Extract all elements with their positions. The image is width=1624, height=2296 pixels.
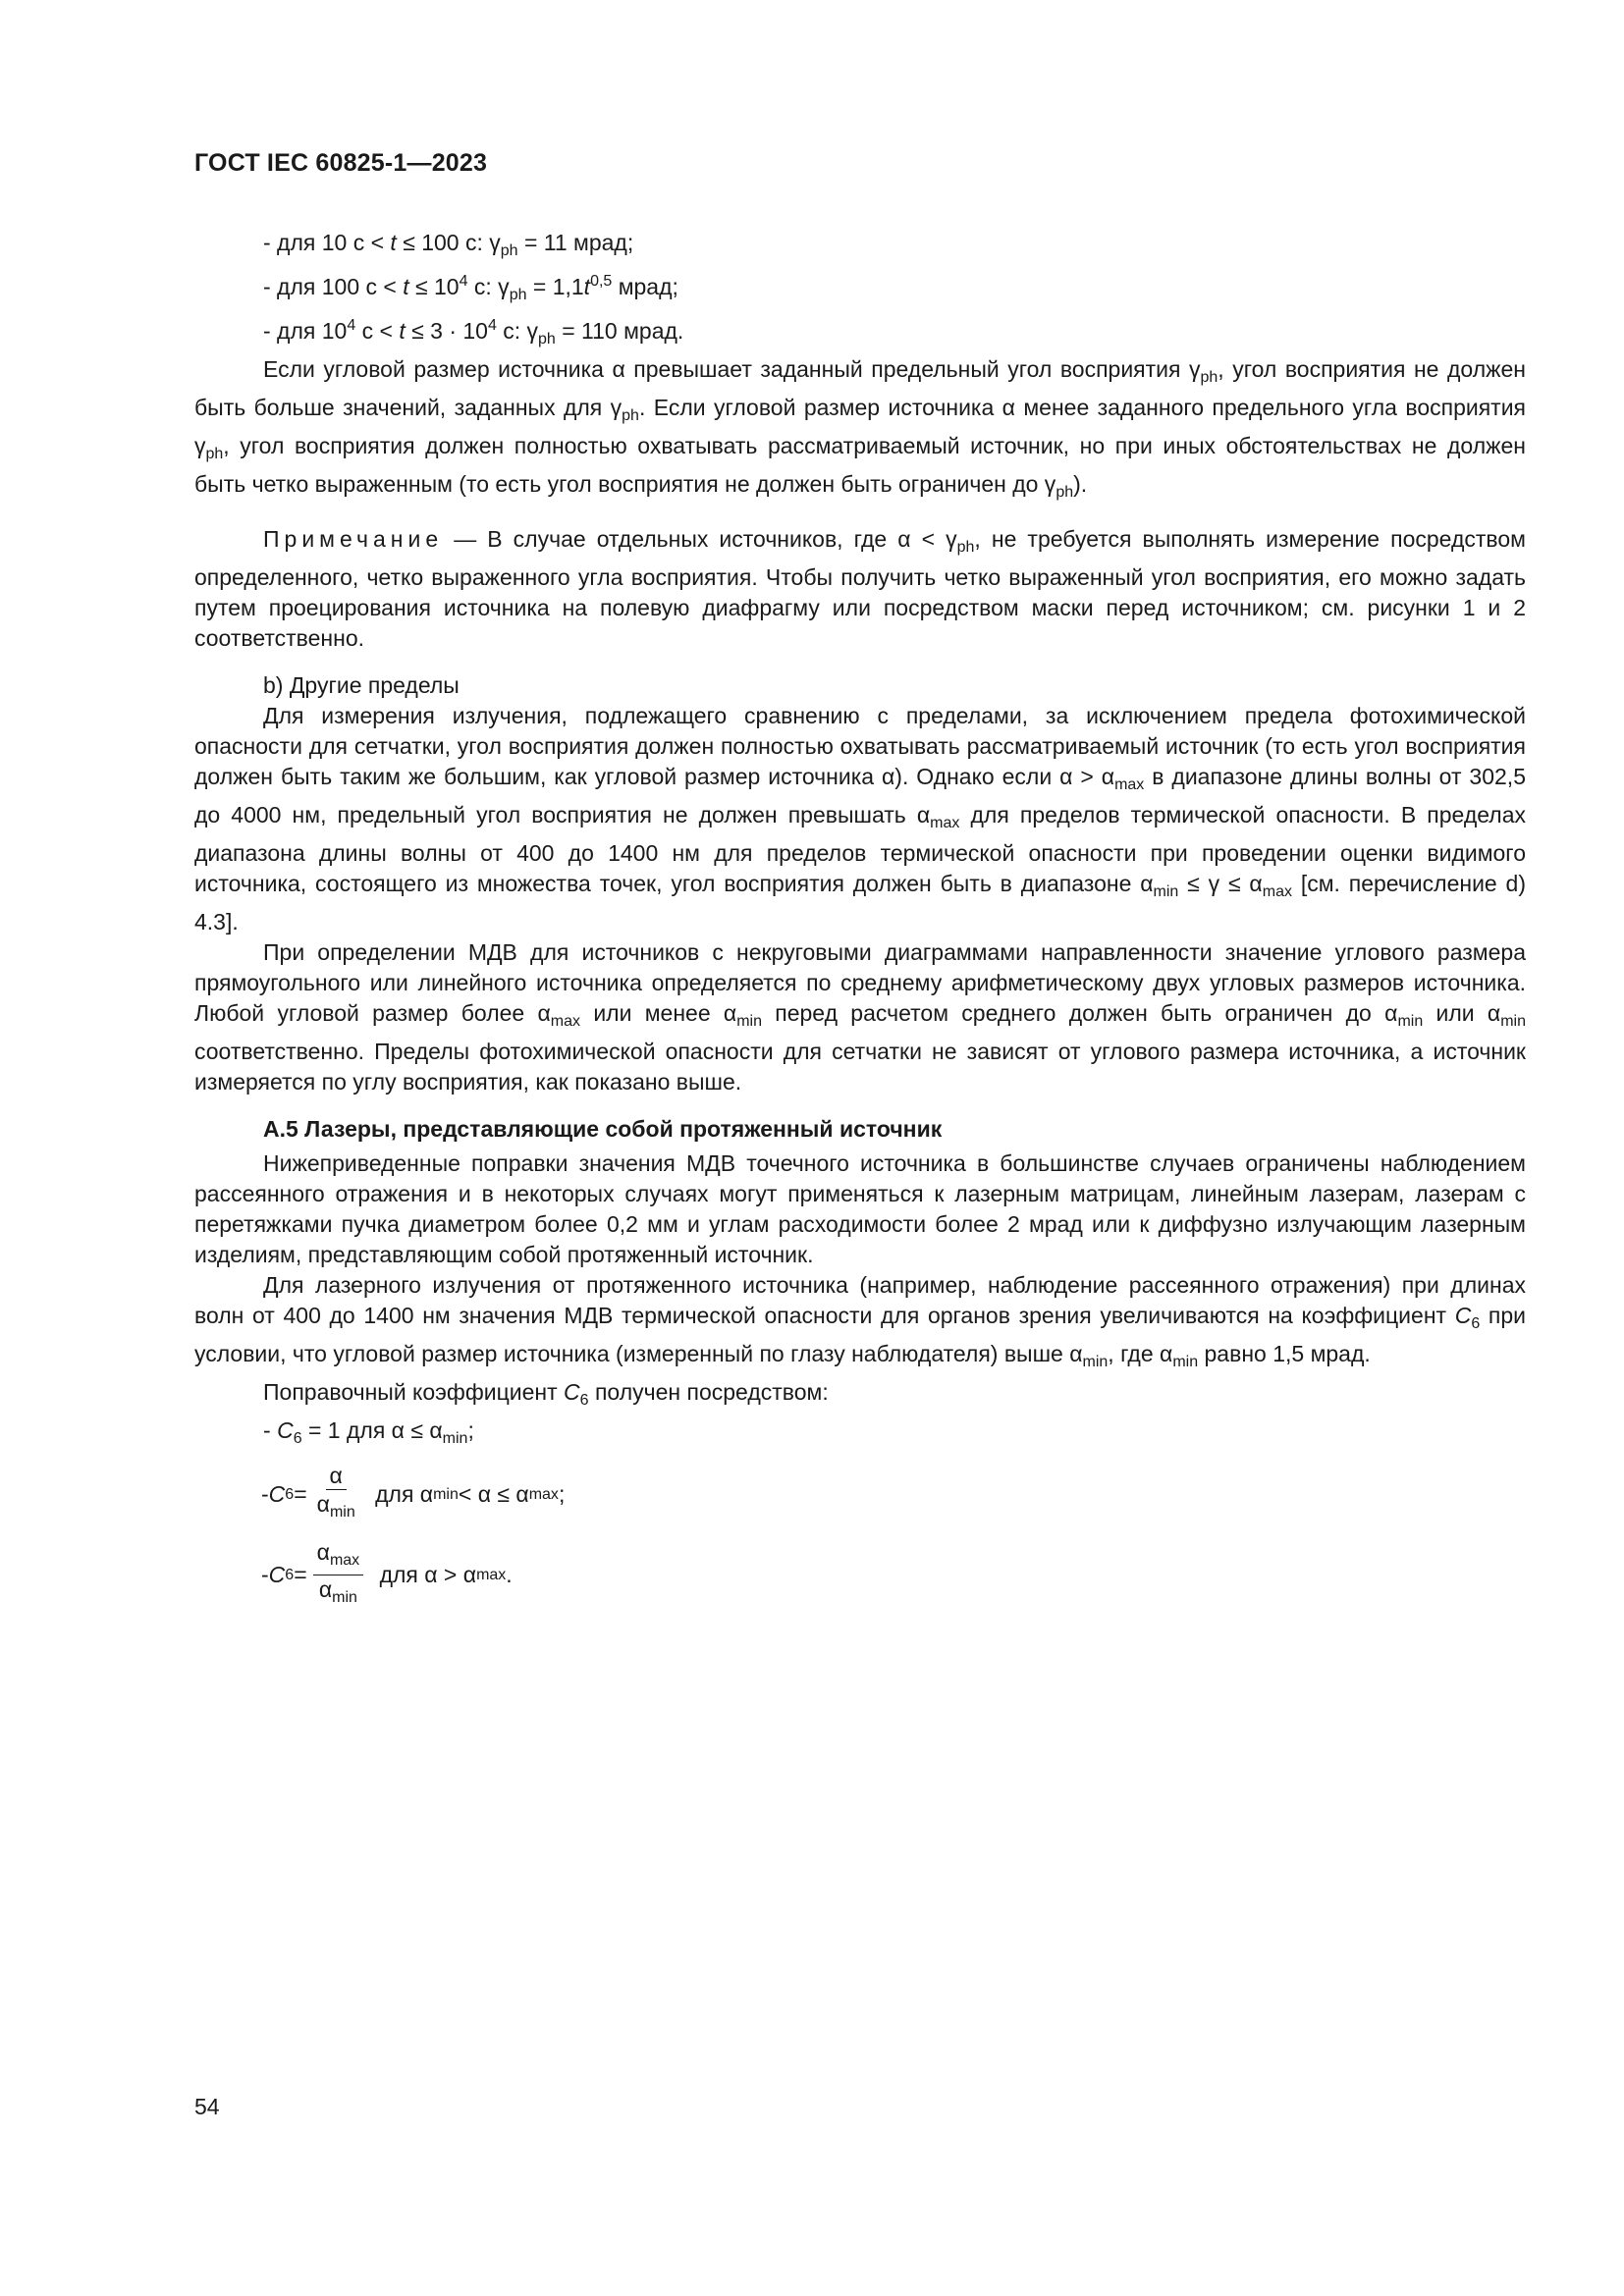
fraction bbox=[313, 1462, 359, 1526]
paragraph-noncircular-sources: При определении МДВ для источников с некруговыми диаграммами направленности значение углового размера прямоугольного или линейного источника определяется по среднему арифметическому двух угловых размеров источника. Любой угловой размер более $\alpha_{max}$ или менее $\alpha_{min}$ перед расчетом среднего должен быть ограничен до $\alpha_{min}$ или $\alpha_{min}$ соответственно. Пределы фотохимической опасности для сетчатки не зависят от углового размера источника, а источник измеряется по углу восприятия, как показано выше. bbox=[194, 939, 1526, 1095]
note-paragraph: Примечание — В случае отдельных источников, где $\alpha < \gamma_{ph}$, не требуется выполнять измерение посредством определенного, четко выраженного угла восприятия. Чтобы получить четко выраженный угол восприятия, его можно задать путем проецирования источника на полевую диафрагму или посредством маски перед источником; см. рисунки 1 и 2 соответственно. bbox=[194, 526, 1526, 651]
fraction-numerator: α bbox=[326, 1462, 347, 1490]
document-header: ГОСТ IEC 60825-1—2023 bbox=[194, 149, 488, 177]
paragraph-corrections: Нижеприведенные поправки значения МДВ точечного источника в большинстве случаев ограничены наблюдением рассеянного отражения и в некоторых случаях могут применяться к лазерным матрицам, линейным лазерам, лазерам с перетяжками пучка диаметром более 0,2 мм и углам расходимости более 2 мрад или к диффузно излучающим лазерным изделиям, представляющим собой протяженный источник. bbox=[194, 1150, 1526, 1267]
section-heading-a5: А.5 Лазеры, представляющие собой протяженный источник bbox=[263, 1116, 943, 1142]
note-label: Примечание bbox=[263, 526, 444, 552]
paragraph-angular-size: Если угловой размер источника α превышает заданный предельный угол восприятия $\gamma_{ph}$, угол восприятия не должен быть больше значений, заданных для $\gamma_{ph}$. Если угловой размер источника α менее заданного предельного угла восприятия $\gamma_{ph}$, угол восприятия должен полностью охватывать рассматриваемый источник, но при иных обстоятельствах не должен быть четко выраженным (то есть угол восприятия не должен быть ограничен до $\gamma_{ph}$). bbox=[194, 356, 1526, 501]
fraction-denominator: $\alpha_{min}$ bbox=[318, 1575, 357, 1606]
fraction bbox=[313, 1538, 364, 1612]
list-item-range-1: - для 10 с < t ≤ 100 с: $\gamma_{ph} = 11$ мрад; bbox=[263, 230, 634, 259]
paragraph-c6-intro: Поправочный коэффициент $C_6$ получен посредством: bbox=[263, 1379, 829, 1409]
fraction-denominator: $\alpha_{min}$ bbox=[316, 1491, 355, 1521]
formula-c6-case-3: - C 6 = $\frac{\alpha_{max}}{\alpha_{min}}$ для α > α max . bbox=[194, 1534, 1526, 1615]
document-body bbox=[194, 228, 1526, 1615]
list-item-range-3: - для $10^4$ $с < t \le 3 \cdot 10^4$ с: $\gamma_{ph} = 110$ мрад. bbox=[263, 317, 684, 347]
paragraph-other-limits: Для измерения излучения, подлежащего сравнению с пределами, за исключением предела фотохимической опасности для сетчатки, угол восприятия должен полностью охватывать рассматриваемый источник (то есть угол восприятия должен быть таким же большим, как угловой размер источника α). Однако если $\alpha > \alpha_{max}$ в диапазоне длины волны от 302,5 до 4000 нм, предельный угол восприятия не должен превышать $\alpha_{max}$ для пределов термической опасности. В пределах диапазона длины волны от 400 до 1400 нм для пределов термической опасности при проведении оценки видимого источника, состоящего из множества точек, угол восприятия должен быть в диапазоне $\alpha_{min} \le \gamma \le \alpha_{max}$ [см. перечисление d) 4.3]. bbox=[194, 703, 1527, 934]
paragraph-extended-source: Для лазерного излучения от протяженного источника (например, наблюдение рассеянного отражения) при длинах волн от 400 до 1400 нм значения МДВ термической опасности для органов зрения увеличиваются на коэффициент $C_6$ при условии, что угловой размер источника (измеренный по глазу наблюдателя) выше $\alpha_{min}$, где $\alpha_{min}$ равно 1,5 мрад. bbox=[194, 1272, 1526, 1370]
subsection-title-other-limits: b) Другие пределы bbox=[263, 672, 460, 698]
formula-c6-case-2: - C 6 = $\frac{\alpha}{\alpha_{min}}$ для α min < α ≤ α max ; bbox=[194, 1454, 1526, 1534]
formula-c6-case-1: - $C_6 = 1$ для $\alpha \le \alpha_{min}$; bbox=[263, 1417, 474, 1447]
list-item-range-2: - для 100 $с < t \le 10^4$ с: $\gamma_{ph} = 1,1t^{0,5}$ мрад; bbox=[263, 273, 678, 303]
page-number: 54 bbox=[194, 2094, 220, 2119]
fraction-numerator: $\alpha_{max}$ bbox=[313, 1538, 364, 1575]
